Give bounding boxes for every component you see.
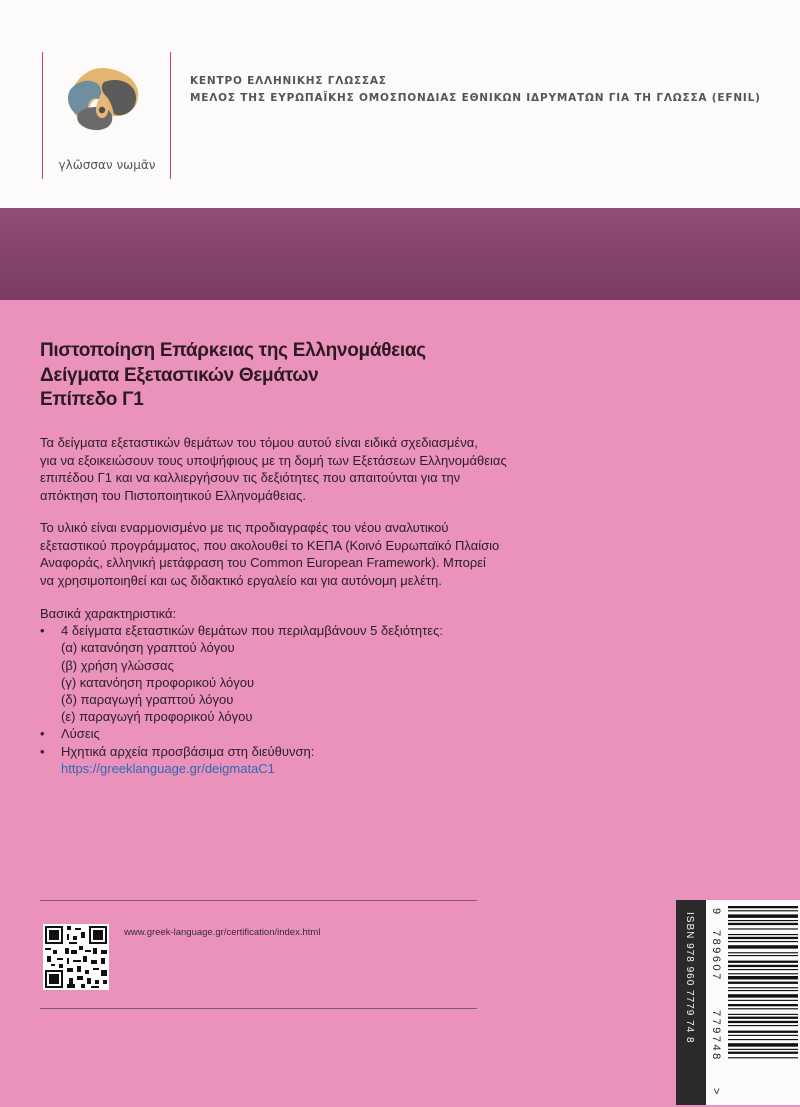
title-block xyxy=(40,339,600,413)
logo-icon xyxy=(64,66,140,132)
intro-line: επιπέδου Γ1 και να καλλιεργήσουν τις δεξιότητες που απαιτούνται για την xyxy=(40,470,461,485)
feature-item-text: 4 δείγματα εξεταστικών θεμάτων που περιλαμβάνουν 5 δεξιότητες: xyxy=(61,623,443,639)
bullet-icon: • xyxy=(40,726,45,742)
feature-item-text: Ηχητικά αρχεία προσβάσιμα στη διεύθυνση: xyxy=(61,743,315,759)
skill-item: (ε) παραγωγή προφορικού λόγου xyxy=(61,709,253,725)
feature-item xyxy=(40,725,600,742)
footer-rule-bottom xyxy=(40,1008,477,1009)
qr-code-icon xyxy=(43,924,109,990)
isbn-number: ISBN 978 960 7779 74 8 xyxy=(684,912,695,1044)
org-membership: ΜΕΛΟΣ ΤΗΣ ΕΥΡΩΠΑΪΚΗΣ ΟΜΟΣΠΟΝΔΙΑΣ ΕΘΝΙΚΩΝ ΙΔΡΥΜΑΤΩΝ ΓΙΑ ΤΗ ΓΛΩΣΣΑ (EFNIL) xyxy=(190,92,761,104)
bullet-icon: • xyxy=(40,623,45,639)
title-line-3: Επίπεδο Γ1 xyxy=(40,389,144,410)
skill-item: (β) χρήση γλώσσας xyxy=(61,657,174,673)
title-line-1: Πιστοποίηση Επάρκειας της Ελληνομάθειας xyxy=(40,340,426,361)
feature-item xyxy=(40,622,600,639)
org-name: ΚΕΝΤΡΟ ΕΛΛΗΝΙΚΗΣ ΓΛΩΣΣΑΣ xyxy=(190,75,387,87)
skill-item: (γ) κατανόηση προφορικού λόγου xyxy=(61,674,255,690)
feature-item xyxy=(40,743,600,760)
intro-paragraph xyxy=(40,434,600,504)
feature-item-text: Λύσεις xyxy=(61,726,100,742)
barcode-digits-group-2: 779748 xyxy=(710,1010,722,1062)
material-line: Αναφοράς, ελληνική μετάφραση του Common European Framework). Μπορεί xyxy=(40,555,486,570)
intro-line: Τα δείγματα εξεταστικών θεμάτων του τόμου αυτού είναι ειδικά σχεδιασμένα, xyxy=(40,435,478,450)
skill-item: (α) κατανόηση γραπτού λόγου xyxy=(61,640,235,656)
motto: γλῶσσαν νωμᾶν xyxy=(58,158,156,172)
intro-line: απόκτηση του Πιστοποιητικού Ελληνομάθειας. xyxy=(40,487,307,503)
bullet-icon: • xyxy=(40,743,45,759)
decorative-band xyxy=(0,208,800,300)
barcode-digit-first: 9 xyxy=(710,908,722,915)
material-line: εξεταστικού προγράμματος, που ακολουθεί το ΚΕΠΑ (Κοινό Ευρωπαϊκό Πλαίσιο xyxy=(40,537,500,553)
material-paragraph xyxy=(40,519,600,589)
material-line: Το υλικό είναι εναρμονισμένο με τις προδιαγραφές του νέου αναλυτικού xyxy=(40,520,449,535)
skill-item: (δ) παραγωγή γραπτού λόγου xyxy=(61,692,234,708)
barcode-bars xyxy=(728,906,798,1096)
certification-url[interactable]: www.greek-language.gr/certification/index.html xyxy=(124,927,321,938)
header xyxy=(0,0,800,208)
footer-rule-top xyxy=(40,900,477,901)
features-list xyxy=(40,605,600,777)
barcode-digits-group-1: 789607 xyxy=(710,930,722,982)
features-heading: Βασικά χαρακτηριστικά: xyxy=(40,606,177,621)
audio-link[interactable]: https://greeklanguage.gr/deigmataC1 xyxy=(61,760,275,776)
barcode-quiet-mark: > xyxy=(710,1088,722,1095)
material-line: να χρησιμοποιηθεί και ως διδακτικό εργαλείο και για αυτόνομη μελέτη. xyxy=(40,572,442,588)
intro-line: για να εξοικειώσουν τους υποψήφιους με τη δομή των Εξετάσεων Ελληνομάθειας xyxy=(40,452,507,468)
title-line-2: Δείγματα Εξεταστικών Θεμάτων xyxy=(40,364,319,386)
